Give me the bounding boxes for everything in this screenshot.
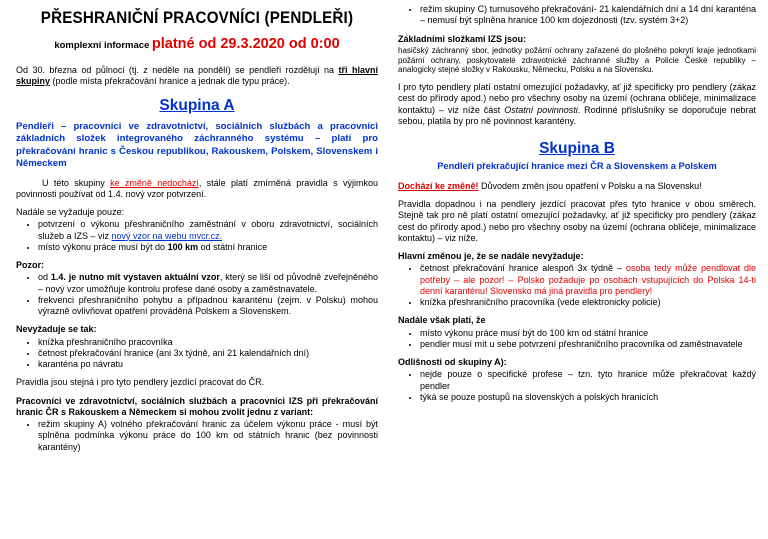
intro-text-3: (podle místa překračování hranice a jednak dle typu práce). bbox=[50, 76, 290, 86]
group-a-description: Pendleři – pracovníci ve zdravotnictví, sociálních službách a pracovníci základních složek integrovaného záchranného systému – platí pro překračování hranic s Českou republikou, Rakouskem, Polskem, Slovenskem i Německem bbox=[16, 120, 378, 170]
intro-paragraph bbox=[16, 65, 378, 88]
other-req-text: I pro tyto pendlery platí ostatní omezující požadavky, ať již specificky pro pendlery (zákaz cest do přírody apod.) nebo pro všechny osoby na území (ochrana obličeje, minimalizace kontaktu) – viz níže část bbox=[398, 82, 756, 115]
main-change-label: Hlavní změnou je, že se nadále nevyžaduje: bbox=[398, 251, 584, 262]
list-item bbox=[420, 297, 756, 308]
list-item: • režim skupiny C) turnusového překračování- 21 kalendářních dní a 14 dní karanténa – nemusí být splněna hranice 100 km dojezdnosti (tzv. systém 3+2) bbox=[420, 4, 756, 27]
list-item: • místo výkonu práce musí být do 100 km od státní hranice bbox=[420, 328, 756, 339]
group-a-p1-text-2: , stále platí zmírněná pravidla s výjimkou povinnosti používat od 1.4. nový vzor potvrzení. bbox=[16, 177, 378, 199]
diff-label: Odlišnosti od skupiny A): bbox=[398, 357, 507, 368]
need-list bbox=[16, 219, 378, 253]
list-item: • četnost překračování hranice (ani 3x týdně, ani 21 kalendářních dní) bbox=[38, 348, 378, 359]
attention-label: Pozor: bbox=[16, 260, 44, 270]
group-b-subheading: Pendleři překračující hranice mezi ČR a Slovenskem a Polskem bbox=[437, 161, 717, 172]
diff-list bbox=[398, 369, 756, 403]
list-item bbox=[420, 263, 756, 297]
group-b-paragraph: Pravidla dopadnou i na pendlery jezdící pracovat přes tyto hranice v obou směrech. Stejně tak pro ně platí ostatní omezující požadavky, ať již specificky pro pendlery (zákaz cest do přírody apod.) nebo pro všechny osoby na území (ochrana obličeje, minimalizace kontaktu) – viz níže. bbox=[398, 199, 756, 243]
group-b-change-paragraph bbox=[398, 181, 756, 192]
variant-label: Pracovníci ve zdravotnictví, sociálních službách a pracovníci IZS při překračování hranic ČR s Rakouskem a Německem si mohou zvolit jednu z variant: bbox=[16, 395, 378, 417]
intro-text-1: Od 30. března od půlnoci (tj. z neděle na pondělí) se pendleři rozdělují na bbox=[16, 64, 339, 75]
list-item: • karanténa po návratu bbox=[38, 359, 378, 370]
attention-bold: 1.4. je nutno mít vystaven aktuální vzor bbox=[50, 272, 220, 283]
main-change-list bbox=[398, 263, 756, 308]
group-b-heading: Skupina B bbox=[539, 140, 615, 157]
list-item: • režim skupiny A) volného překračování hranic za účelem výkonu práce - musí být splněna podmínka výkonu práce do 100 km od státních hranic (bez povinnosti karantény) bbox=[38, 419, 378, 453]
not-required-list bbox=[16, 337, 378, 371]
right-column bbox=[398, 0, 756, 403]
main-change-warning: osoba tedy může pendlovat dle potřeby – ale pozor! – Polsko požaduje po osobách vstupujících do Polska 14-ti denní karanténu! Slovensko má jiná pravidla pro pendlery! bbox=[420, 263, 756, 296]
other-requirements-paragraph bbox=[398, 82, 756, 127]
group-a-no-change: ke změně nedochází bbox=[110, 177, 199, 188]
attention-text: frekvenci přeshraničního pohybu a případnou karanténu (zejm. v Polsku) mohou výrazně ovlivňovat opatření prováděná Polskem a Slovenskem. bbox=[38, 294, 378, 316]
group-a-paragraph bbox=[16, 178, 378, 201]
attention-text: od bbox=[38, 272, 51, 283]
attention-text-2: , který se liší od původně zveřejněného – nový vzor umožňuje kontrolu profese dané osoby a zaměstnavatele. bbox=[38, 272, 379, 294]
other-req-text-2: . Rodinné příslušníky se doporučuje nebrat sebou, platila by pro ně povinnost karantény. bbox=[398, 104, 757, 126]
list-item bbox=[38, 242, 378, 253]
intro-three-groups: tři hlavní skupiny bbox=[16, 64, 378, 86]
same-rules-paragraph: Pravidla jsou stejná i pro tyto pendlery jezdící pracovat do ČR. bbox=[16, 377, 265, 388]
list-item bbox=[38, 272, 378, 295]
list-item bbox=[38, 219, 378, 242]
subtitle-prefix: komplexní informace bbox=[54, 39, 150, 51]
left-column bbox=[16, 0, 378, 453]
document-subtitle bbox=[16, 35, 378, 53]
list-item bbox=[38, 295, 378, 318]
list-item: • nejde pouze o specifické profese – tzn. tyto hranice může překračovat každý pendler bbox=[420, 369, 756, 392]
still-list bbox=[398, 328, 756, 351]
group-a-p1-text: U této skupiny bbox=[42, 177, 111, 188]
list-item: • pendler musí mít u sebe potvrzení přeshraničního pracovníka od zaměstnavatele bbox=[420, 339, 756, 350]
need-item-text: místo výkonu práce musí být do bbox=[38, 241, 168, 252]
need-item-text: potvrzení o výkonu přeshraničního zaměstnání v oboru zdravotnictví, sociálních služeb a IZS – viz bbox=[38, 219, 378, 241]
group-a-heading: Skupina A bbox=[159, 97, 235, 115]
mvcr-link[interactable]: nový vzor na webu mvcr.cz. bbox=[111, 230, 223, 241]
other-duties-ref: Ostatní povinnosti bbox=[504, 104, 578, 115]
izs-label: Základními složkami IZS jsou: bbox=[398, 33, 527, 44]
list-item: • týká se pouze postupů na slovenských a polských hranicích bbox=[420, 392, 756, 403]
main-change-text: četnost překračování hranice alespoň 3x týdně – bbox=[420, 263, 626, 274]
not-required-label: Nevyžaduje se tak: bbox=[16, 324, 97, 335]
need-item-bold: 100 km bbox=[167, 241, 199, 252]
subtitle-valid-from: platné od 29.3.2020 od 0:00 bbox=[151, 35, 340, 52]
need-label: Nadále se vyžaduje pouze: bbox=[16, 207, 125, 217]
change-reason: Důvodem změn jsou opatření v Polsku a na Slovensku! bbox=[478, 180, 702, 191]
variant-list bbox=[16, 419, 378, 453]
change-alert: Dochází ke změně! bbox=[398, 180, 479, 191]
list-item: • knížka přeshraničního pracovníka bbox=[38, 337, 378, 348]
document-title: PŘESHRANIČNÍ PRACOVNÍCI (PENDLEŘI) bbox=[40, 9, 354, 27]
need-item-text-2: od státní hranice bbox=[198, 241, 268, 252]
attention-list bbox=[16, 272, 378, 317]
top-variant-list bbox=[398, 4, 756, 27]
main-change-text: knížka přeshraničního pracovníka (vede elektronicky policie) bbox=[420, 297, 661, 308]
still-label: Nadále však platí, že bbox=[398, 315, 486, 326]
izs-text: hasičský záchranný sbor, jednotky požární ochrany zařazené do plošného pokrytí kraje jednotkami požární ochrany, poskytovatelé zdravotnické záchranné služby a Policie České republiky – analogicky stejné složky v Rakousku, Německu, Polsku a na Slovensku. bbox=[398, 45, 756, 75]
